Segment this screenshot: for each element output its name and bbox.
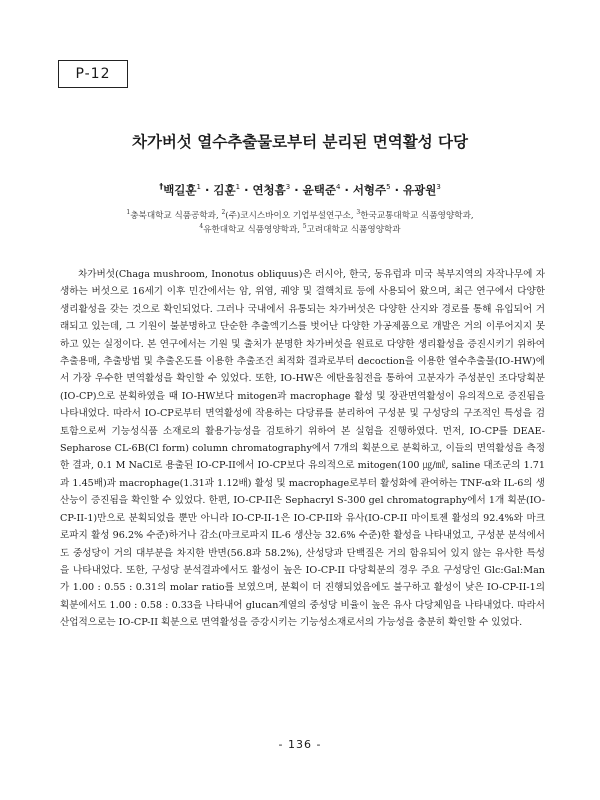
affiliation: 한국교통대학교 식품영양학과, (360, 211, 474, 221)
affil-sup: 5 (302, 223, 307, 231)
author-affil-sup: 1 (235, 183, 241, 192)
author-list: †백길훈$^1$ · 김훈$^1$ · 연청흠$^3$ · 윤택준$^4$ · 서형주$^5$ · 유광원$^3$ (159, 182, 441, 197)
author-mark: † (159, 182, 164, 192)
affiliations-line-1 (0, 209, 600, 221)
author-name: 백길훈 (163, 183, 197, 197)
affil-sup: 1 (126, 209, 131, 217)
author-name: 김훈 (213, 183, 236, 197)
affil-sup: 4 (199, 223, 204, 231)
affiliation: 유한대학교 식품영양학과, (203, 225, 303, 235)
author-affil-sup: 5 (386, 183, 391, 192)
author-name: 윤택준 (302, 183, 336, 197)
affil-sup: 3 (356, 209, 361, 217)
page-number: - 136 - (278, 738, 322, 751)
author-name: 유광원 (403, 183, 437, 197)
author-name: 서형주 (352, 183, 387, 197)
affiliation: (주)코시스바이오 기업부설연구소, (225, 211, 357, 221)
author-name: 연청흠 (252, 183, 286, 197)
poster-code: P-12 (75, 66, 111, 82)
poster-code-box (58, 60, 128, 88)
author-affil-sup: 3 (436, 183, 441, 192)
author-affil-sup: 1 (196, 183, 201, 192)
affiliations-line-2 (0, 223, 600, 235)
author-affil-sup: 4 (335, 183, 341, 192)
affiliation: 고려대학교 식품영양학과 (306, 225, 401, 235)
paper-title: 차가버섯 열수추출물로부터 분리된 면역활성 다당 (131, 133, 469, 151)
affil-sup: 2 (221, 209, 226, 217)
affiliation: 충북대학교 식품공학과, (130, 211, 222, 221)
abstract-body: 차가버섯(Chaga mushroom, Inonotus obliquus)은 러시아, 한국, 동유럽과 미국 북부지역의 자작나무에 자생하는 버섯으로 16세기 이후 민간에서는 암, 위염, 궤양 및 결핵치료 등에 사용되어 왔으며, 최근 연구에서 다양한 생리활성을 갖는 것으로 확인되었다. 그러나 국내에서 유통되는 차가버섯은 다양한 산지와 경로를 통해 유입되어 거래되고 있는데, 그 기원이 불분명하고 단순한 추출엑기스를 벗어난 다양한 가공제품으로 개발은 거의 이루어지지 못하고 있는 실정이다. 본 연구에서는 기원 및 출처가 분명한 차가버섯을 원료로 다양한 생리활성을 증진시키기 위하여 추출용매, 추출방법 및 추출온도를 이용한 추출조건 최적화 결과로부터 decoction을 이용한 열수추출물(IO-HW)에서 가장 우수한 면역활성을 확인할 수 있었다. 또한, IO-HW은 에탄올침전을 통하여 고분자가 주성분인 조다당획분(IO-CP)으로 분획하였을 때 IO-HW보다 mitogen과 macrophage 활성 및 장관면역활성이 유의적으로 증진됨을 나타내었다. 따라서 IO-CP로부터 면역활성에 작용하는 다당류를 분리하여 구성분 및 구성당의 구조적인 특성을 검토함으로써 기능성식품 소재로의 활용가능성을 검토하기 위하여 본 실험을 진행하였다. 먼저, IO-CP를 DEAE-Sepharose CL-6B(Cl form) column chromatography에서 7개의 획분으로 분획하고, 이들의 면역활성을 측정한 결과, 0.1 M NaCl로 용출된 IO-CP-II에서 IO-CP보다 유의적으로 mitogen(100 ㎍/㎖, saline 대조군의 1.71과 1.45배)과 macrophage(1.31과 1.12배) 활성 및 macrophage로부터 활성화에 관여하는 TNF-α와 IL-6의 생산능이 증진됨을 확인할 수 있었다. 한편, IO-CP-II은 Sephacryl S-300 gel chromatography에서 1개 획분(IO-CP-II-1)만으로 분획되었을 뿐만 아니라 IO-CP-II-1은 IO-CP-II와 유사(IO-CP-II 마이토젠 활성의 92.4%와 마크로파지 활성 96.2% 수준)하거나 감소(마크로파지 IL-6 생산능 32.6% 수준)한 활성을 나타내었고, 구성분 분석에서도 중성당이 거의 대부분을 차지한 반면(56.8과 58.2%), 산성당과 단백질은 거의 함유되어 있지 않는 유사한 특성을 나타내었다. 또한, 구성당 분석결과에서도 활성이 높은 IO-CP-II 다당획분의 경우 주요 구성당인 Glc:Gal:Man가 1.00 : 0.55 : 0.31의 molar ratio를 보였으며, 분획이 더 진행되었음에도 불구하고 활성이 낮은 IO-CP-II-1의 획분에서도 1.00 : 0.58 : 0.33을 나타내어 glucan계열의 중성당 비율이 높은 유사 다당체임을 나타내었다. 따라서 산업적으로는 IO-CP-II 획분으로 면역활성을 증강시키는 기능성소재로서의 가능성을 충분히 확인할 수 있었다. (60, 269, 545, 629)
author-affil-sup: 3 (285, 183, 291, 192)
